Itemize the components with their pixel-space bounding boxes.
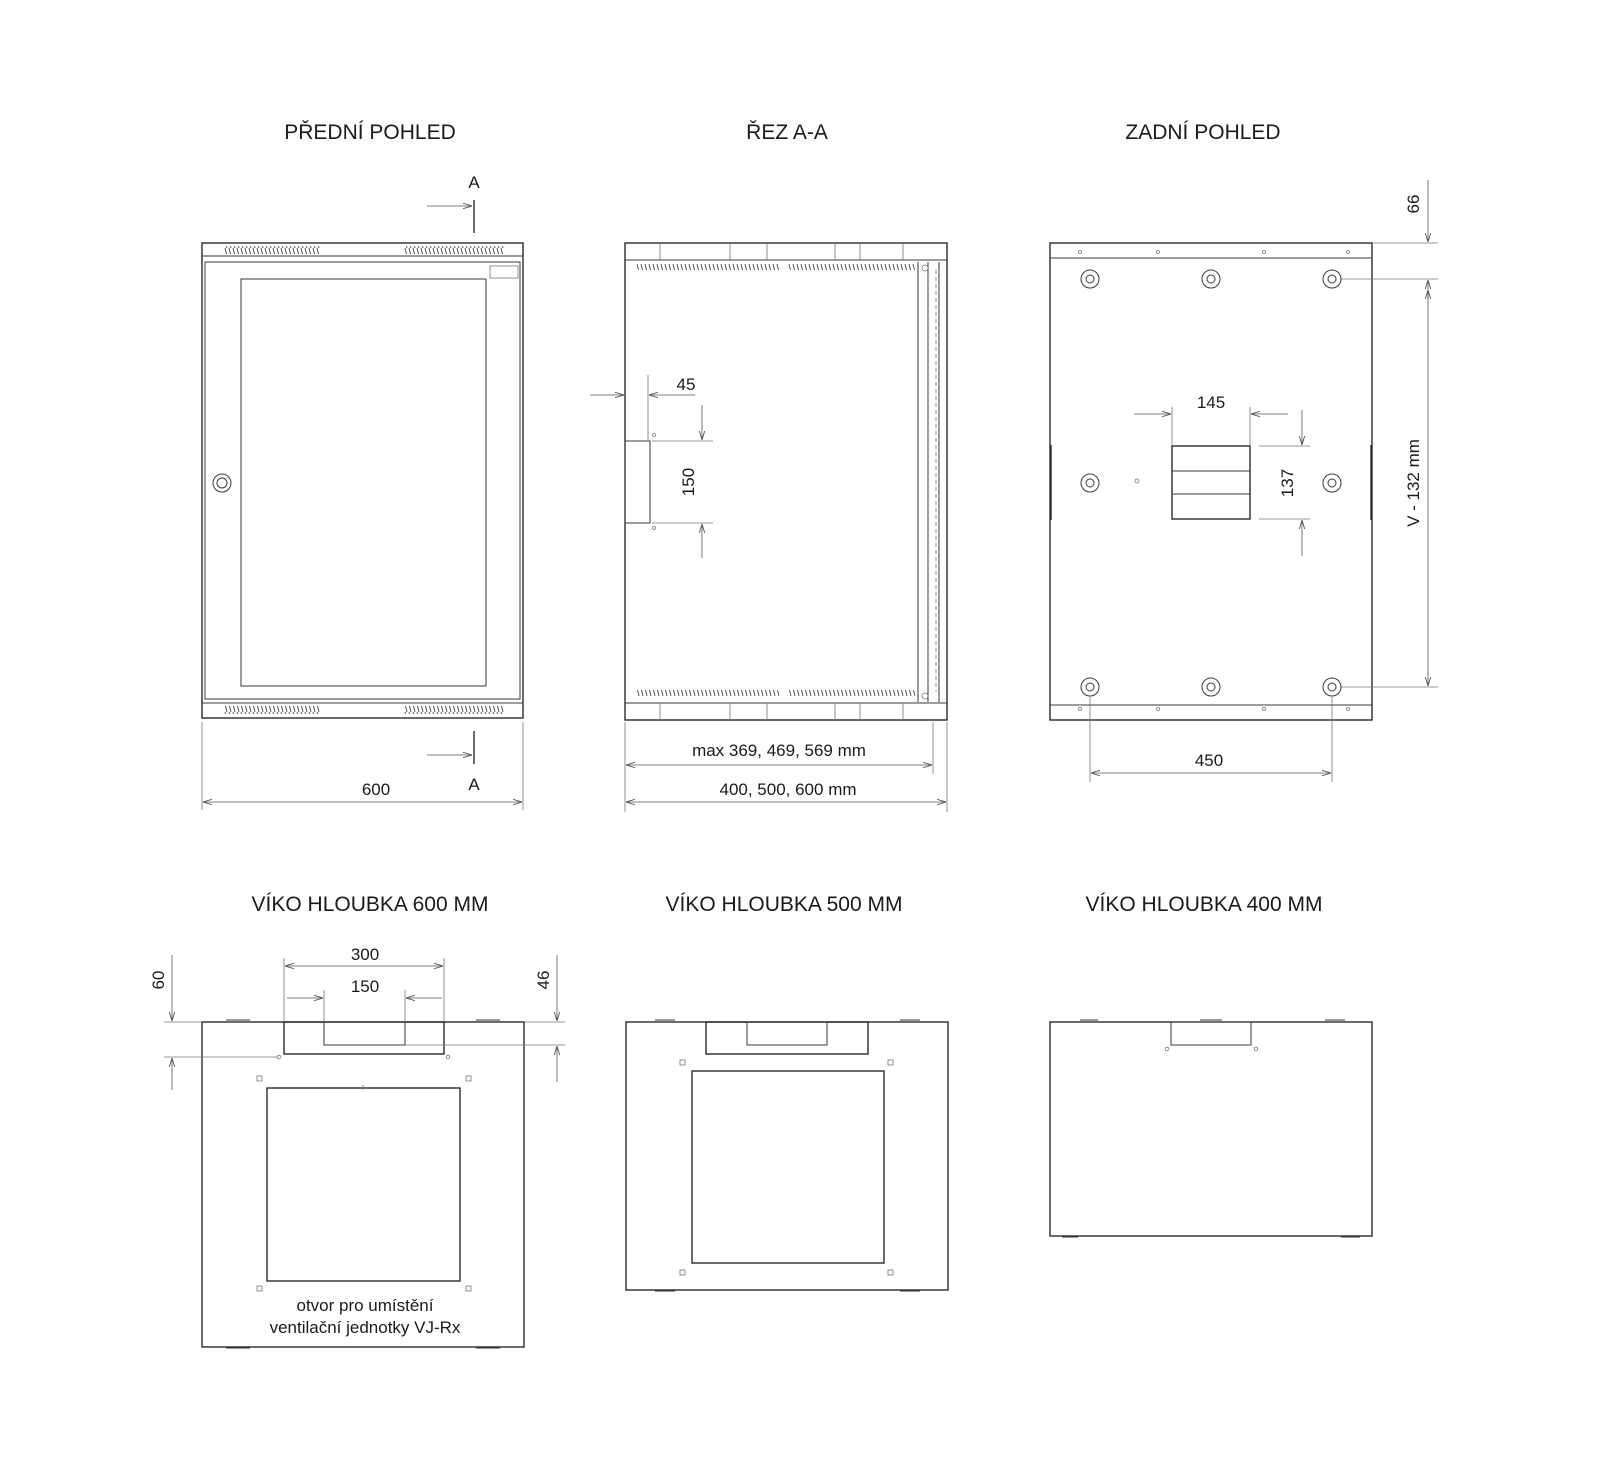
section-marker-bottom: A (468, 775, 480, 794)
section-view-title: ŘEZ A-A (746, 121, 828, 144)
rear-hole-spacing-dimension: V - 132 mm (1404, 439, 1423, 527)
rear-cutout-height-dimension: 137 (1278, 468, 1297, 498)
lid-note-line2: ventilační jednotky VJ-Rx (269, 1318, 461, 1337)
front-width-dimension: 600 (361, 780, 391, 799)
lid-400-cable-slot (1171, 1022, 1251, 1045)
lid-600-view (149, 945, 565, 1348)
section-offset-dimension: 45 (676, 375, 696, 394)
lid-500-view (626, 1020, 948, 1291)
lid-left-depth-dimension: 60 (149, 970, 168, 990)
rear-cutout-width-dimension: 145 (1196, 393, 1226, 412)
lid-600-title: VÍKO HLOUBKA 600 MM (251, 893, 489, 916)
door-lock-icon (213, 474, 231, 492)
rear-view (1050, 180, 1438, 782)
rear-cable-cutout (1172, 446, 1250, 519)
section-cutout-height-dimension: 150 (679, 467, 698, 497)
cable-cutout (625, 441, 650, 523)
rear-view-title: ZADNÍ POHLED (1125, 121, 1281, 144)
lid-500-title: VÍKO HLOUBKA 500 MM (665, 893, 903, 916)
section-inner-depth-dimension: max 369, 469, 569 mm (692, 741, 866, 760)
bottom-vent-left (224, 706, 320, 714)
top-vent-left (224, 246, 320, 254)
section-depth-dimension: 400, 500, 600 mm (719, 780, 857, 799)
lid-500-opening (692, 1071, 884, 1263)
bottom-vent-right (404, 706, 504, 714)
section-view (590, 243, 947, 812)
section-marker-top: A (468, 173, 480, 192)
glass-door-panel (241, 279, 486, 686)
lid-400-view (1050, 1020, 1372, 1237)
brand-plate (490, 266, 518, 278)
lid-note-line1: otvor pro umístění (296, 1296, 434, 1315)
top-vent-right (404, 246, 504, 254)
lid-outer-cutout-dimension: 300 (350, 945, 380, 964)
front-view-title: PŘEDNÍ POHLED (284, 121, 456, 144)
rear-mount-width-dimension: 450 (1194, 751, 1224, 770)
lid-400-title: VÍKO HLOUBKA 400 MM (1085, 893, 1323, 916)
lid-right-depth-dimension: 46 (534, 970, 553, 990)
rear-top-offset-dimension: 66 (1404, 194, 1423, 214)
mounting-holes (1081, 270, 1341, 696)
front-view (202, 173, 523, 810)
lid-inner-cutout-dimension: 150 (350, 977, 380, 996)
ventilation-unit-opening (267, 1088, 460, 1281)
lid-500-cable-slot (706, 1022, 868, 1054)
lid-600-cable-slot (284, 1022, 444, 1054)
